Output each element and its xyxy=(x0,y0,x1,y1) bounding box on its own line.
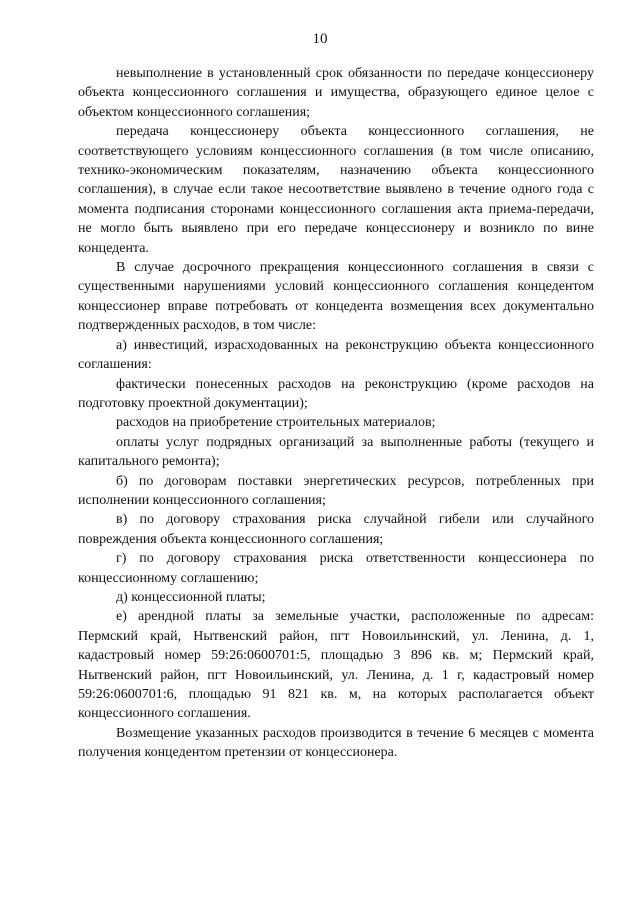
paragraph-item-a-investments: а) инвестиций, израсходованных на реконструкцию объекта концессионного соглашения: xyxy=(78,337,594,373)
paragraph-reconstruction-costs: фактически понесенных расходов на реконструкцию (кроме расходов на подготовку проектной документации); xyxy=(78,376,594,411)
page-number: 10 xyxy=(312,31,328,47)
paragraph-reimbursement-term: Возмещение указанных расходов производится в течение 6 месяцев с момента получения концедентом претензии от концессионера. xyxy=(78,725,594,761)
paragraph-contractor-services: оплаты услуг подрядных организаций за выполненные работы (текущего и капитального ремонта); xyxy=(78,434,594,470)
paragraph-nonconforming-transfer: передача концессионеру объекта концессионного соглашения, не соответствующего условиям концессионного соглашения (в том числе описанию, технико-экономическим показателям, назначению объекта концессионного соглашения), в случае если такое несоответствие выявлено в течение одного года с момента подписания сторонами концессионного соглашения акта приема-передачи, не могло быть выявлено при его передаче концессионеру и возникло по вине концедента. xyxy=(78,124,594,256)
paragraph-early-termination: В случае досрочного прекращения концессионного соглашения в связи с существенными нарушениями условий концессионного соглашения концедентом концессионер вправе потребовать от концедента возмещения всех документально подтвержденных расходов, в том числе: xyxy=(78,260,594,334)
paragraph-materials-costs: расходов на приобретение строительных материалов; xyxy=(116,415,436,431)
paragraph-item-b-energy: б) по договорам поставки энергетических ресурсов, потребленных при исполнении концессионного соглашения; xyxy=(78,473,594,508)
paragraph-nonfulfillment-transfer: невыполнение в установленный срок обязанности по передаче концессионеру объекта концессионного соглашения и имущества, образующего единое целое с объектом концессионного соглашения; xyxy=(78,66,594,120)
paragraph-item-v-insurance-loss: в) по договору страхования риска случайной гибели или случайного повреждения объекта концессионного соглашения; xyxy=(78,512,594,547)
document-body xyxy=(78,64,594,763)
paragraph-item-d-concession-fee: д) концессионной платы; xyxy=(116,589,266,605)
paragraph-item-e-land-rent: е) арендной платы за земельные участки, расположенные по адресам: Пермский край, Нытвенский район, пгт Новоильинский, ул. Ленина, д. 1, кадастровый номер 59:26:0600701:5, площадью 3 896 кв. м; Пермский край, Нытвенский район, пгт Новоильинский, ул. Ленина, д. 1 г, кадастровый номер 59:26:0600701:6, площадью 91 821 кв. м, на которых располагается объект концессионного соглашения. xyxy=(78,609,594,722)
paragraph-item-g-insurance-liability: г) по договору страхования риска ответственности концессионера по концессионному соглашению; xyxy=(78,551,594,586)
